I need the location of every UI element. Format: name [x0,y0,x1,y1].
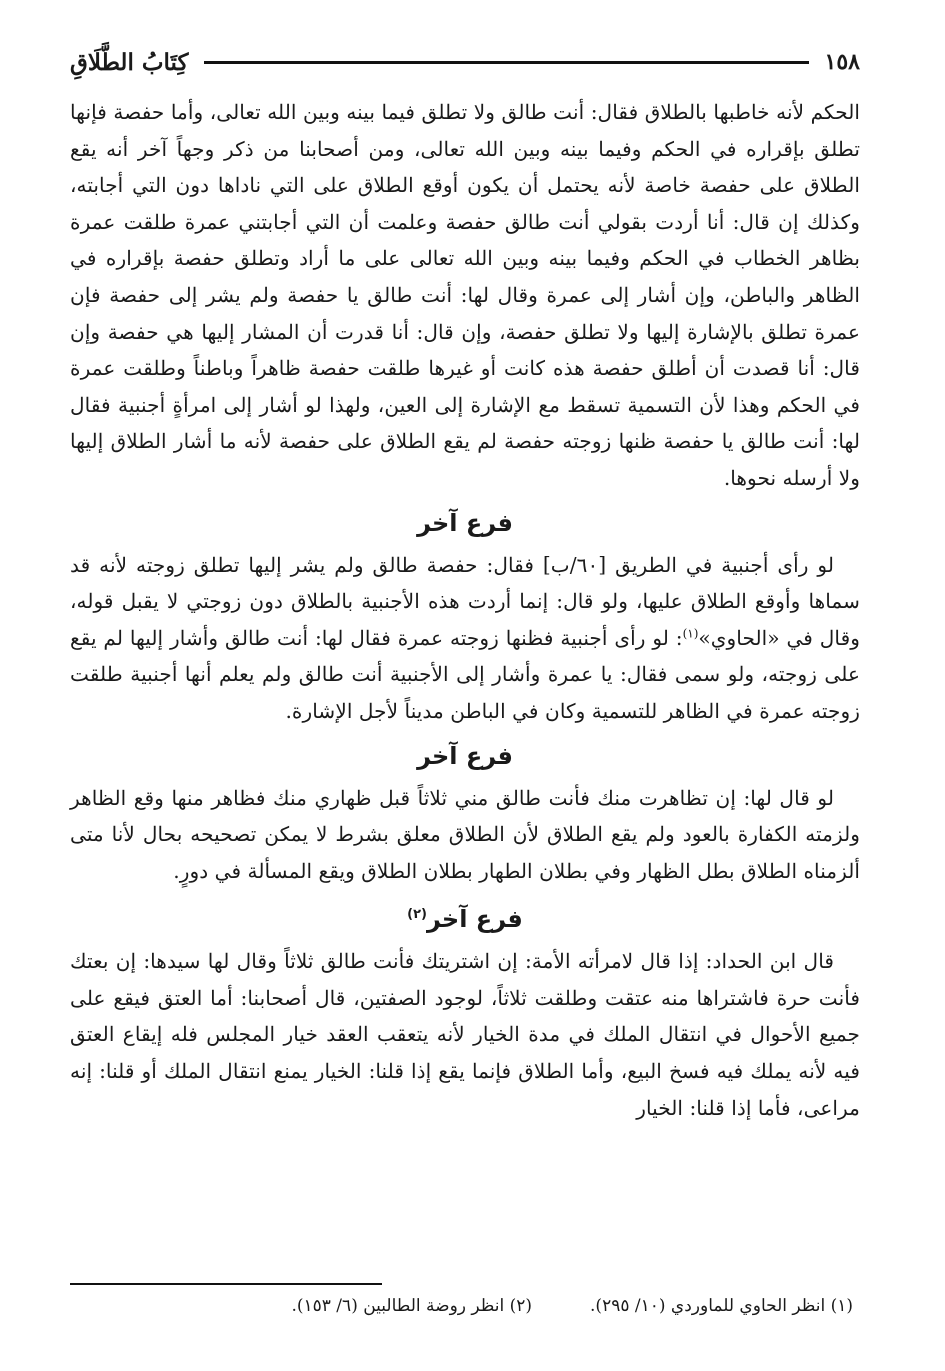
paragraph-2 [70,547,860,730]
footnotes [291,1296,853,1316]
paragraph-2-part-b: : لو رأى أجنبية فظنها زوجته عمرة فقال لها: أنت طالق وأشار إليها لم يقع على زوجته، ولو سمى فقال: يا عمرة وأشار إلى الأجنبية أنت طالق ولم يعلم أنها أجنبية طلقت زوجته عمرة في الظاهر للتسمية وكان في الباطن مديناً لأجل الإشارة. [70,625,860,723]
paragraph-3: لو قال لها: إن تظاهرت منك فأنت طالق مني ثلاثاً قبل ظهاري منك فظاهر منها وقع الظاهر ولزمته الكفارة بالعود ولم يقع الطلاق لأن الطلاق معلق بشرط لا يمكن تصحيحه بحال لأنا متى ألزمناه الطلاق بطل الظهار وفي بطلان الطهار بطلان الطلاق ويقع المسألة في دورٍ. [70,785,860,883]
footnote-ref-2: (٢) [407,907,427,923]
section-heading-2: فرع آخر [417,741,513,770]
paragraph-2-part-a: لو رأى أجنبية في الطريق [٦٠/ب] فقال: حفصة طالق ولم يشر إليها تطلق زوجته لأنه قد سماها وأوقع الطلاق عليها، ولو قال: إنما أردت هذه الأجنبية بالطلاق دون زوجتي لا يقبل قوله، وقال في «الحاوي» [70,552,860,650]
paragraph-4: قال ابن الحداد: إذا قال لامرأته الأمة: إن اشتريتك فأنت طالق ثلاثاً وقال لها سيدها: إن بعتك فأنت حرة فاشتراها منه عتقت وطلقت ثلاثاً، لوجود الصفتين، قال أصحابنا: أما العتق فيقع على جميع الأحوال في انتقال الملك في مدة الخيار لأنه يتعقب العقد خيار المجلس فله إيقاع العتق فيه لأنه يملك فيه فسخ البيع، وأما الطلاق فإنما يقع إذا قلنا: الخيار يمنع انتقال الملك أو قلنا: إنه مراعى، فأما إذا قلنا: الخيار [70,949,860,1120]
section-heading-1: فرع آخر [417,508,513,537]
paragraph-1: الحكم لأنه خاطبها بالطلاق فقال: أنت طالق ولا تطلق فيما بينه وبين الله تعالى، وأما حفصة فإنها تطلق بإقراره في الحكم وفيما بينه وبين الله تعالى، ومن أصحابنا من ذكر وجهاً آخر أنه يقع الطلاق على حفصة خاصة لأنه يحتمل أن يكون أوقع الطلاق على التي ناداها دون التي أجابته، وكذلك إن قال: أنا أردت بقولي أنت طالق حفصة وعلمت أن التي أجابتني عمرة طلقت عمرة بظاهر الخطاب في الحكم وفيما بينه وبين الله تعالى على ما أراد وتطلق حفصة بإقراره في الظاهر والباطن، وإن أشار إلى عمرة وقال لها: أنت طالق يا حفصة ولم يشر إلى حفصة فإن عمرة تطلق بالإشارة إليها ولا تطلق حفصة، وإن قال: أنا قدرت أن المشار إليها هي حفصة وإن قال: أنا قصدت أن أطلق حفصة هذه كانت أو غيرها طلقت حفصة ظاهراً وباطناً وطلقت عمرة في الحكم وهذا لأن التسمية تسقط مع الإشارة إلى العين، ولهذا لو أشار إلى امرأةٍ أجنبية فقال لها: أنت طالق يا حفصة ظنها زوجته حفصة لم يقع الطلاق على حفصة لأنه ما أشار الطلاق إليها ولا أرسله نحوها. [70,100,860,490]
section-heading-3-text: فرع آخر [426,905,523,934]
running-header [70,40,860,84]
book-title: كِتَابُ الطَّلَاقِ [70,48,189,76]
header-rule [204,61,808,64]
page-number: ١٥٨ [824,49,860,75]
footnote-1: (١) انظر الحاوي للماوردي (١٠/ ٢٩٥). [590,1296,853,1316]
page-body [70,94,860,1126]
footnote-rule [70,1283,382,1285]
footnote-2: (٢) انظر روضة الطالبين (٦/ ١٥٣). [291,1296,533,1316]
book-page [70,40,860,1126]
section-heading-3 [70,891,860,943]
footnote-ref-1: (١) [682,625,699,640]
